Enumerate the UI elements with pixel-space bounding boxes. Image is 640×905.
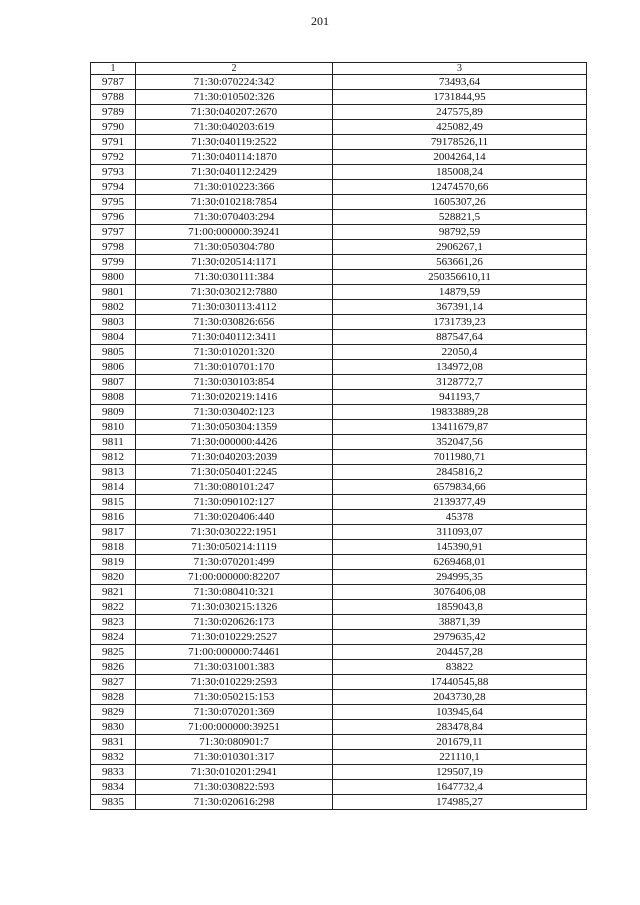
- row-number-cell: 9801: [91, 285, 136, 300]
- table-row: [91, 120, 587, 135]
- row-number-cell: 9810: [91, 420, 136, 435]
- row-number-cell: 9813: [91, 465, 136, 480]
- table-row: [91, 75, 587, 90]
- cadastral-number-cell: 71:30:010201:2941: [136, 765, 333, 780]
- table-row: [91, 570, 587, 585]
- value-cell: 185008,24: [333, 165, 587, 180]
- value-cell: 13411679,87: [333, 420, 587, 435]
- table-row: [91, 315, 587, 330]
- row-number-cell: 9817: [91, 525, 136, 540]
- row-number-cell: 9808: [91, 390, 136, 405]
- row-number-cell: 9822: [91, 600, 136, 615]
- table-row: [91, 405, 587, 420]
- cadastral-number-cell: 71:30:030822:593: [136, 780, 333, 795]
- table-row: [91, 165, 587, 180]
- table-row: [91, 270, 587, 285]
- value-cell: 425082,49: [333, 120, 587, 135]
- table-row: [91, 525, 587, 540]
- row-number-cell: 9825: [91, 645, 136, 660]
- cadastral-number-cell: 71:30:020616:298: [136, 795, 333, 810]
- row-number-cell: 9812: [91, 450, 136, 465]
- row-number-cell: 9832: [91, 750, 136, 765]
- table-row: [91, 795, 587, 810]
- cadastral-number-cell: 71:30:040112:3411: [136, 330, 333, 345]
- value-cell: 250356610,11: [333, 270, 587, 285]
- value-cell: 19833889,28: [333, 405, 587, 420]
- value-cell: 3076406,08: [333, 585, 587, 600]
- value-cell: 352047,56: [333, 435, 587, 450]
- row-number-cell: 9802: [91, 300, 136, 315]
- row-number-cell: 9806: [91, 360, 136, 375]
- cadastral-number-cell: 71:30:070201:499: [136, 555, 333, 570]
- table-row: [91, 720, 587, 735]
- table-row: [91, 480, 587, 495]
- cadastral-number-cell: 71:30:030113:4112: [136, 300, 333, 315]
- cadastral-number-cell: 71:30:010201:320: [136, 345, 333, 360]
- row-number-cell: 9828: [91, 690, 136, 705]
- row-number-cell: 9803: [91, 315, 136, 330]
- value-cell: 12474570,66: [333, 180, 587, 195]
- row-number-cell: 9796: [91, 210, 136, 225]
- row-number-cell: 9797: [91, 225, 136, 240]
- table-row: [91, 645, 587, 660]
- row-number-cell: 9819: [91, 555, 136, 570]
- table-row: [91, 300, 587, 315]
- cadastral-number-cell: 71:30:070403:294: [136, 210, 333, 225]
- header-row: [91, 63, 587, 75]
- table-row: [91, 450, 587, 465]
- table-row: [91, 540, 587, 555]
- value-cell: 941193,7: [333, 390, 587, 405]
- row-number-cell: 9805: [91, 345, 136, 360]
- row-number-cell: 9824: [91, 630, 136, 645]
- table-row: [91, 255, 587, 270]
- row-number-cell: 9835: [91, 795, 136, 810]
- table-row: [91, 150, 587, 165]
- value-cell: 174985,27: [333, 795, 587, 810]
- value-cell: 294995,35: [333, 570, 587, 585]
- row-number-cell: 9791: [91, 135, 136, 150]
- row-number-cell: 9829: [91, 705, 136, 720]
- value-cell: 134972,08: [333, 360, 587, 375]
- cadastral-number-cell: 71:30:030222:1951: [136, 525, 333, 540]
- cadastral-number-cell: 71:30:070224:342: [136, 75, 333, 90]
- row-number-cell: 9811: [91, 435, 136, 450]
- table-row: [91, 585, 587, 600]
- value-cell: 7011980,71: [333, 450, 587, 465]
- table-row: [91, 465, 587, 480]
- table-row: [91, 600, 587, 615]
- table-row: [91, 105, 587, 120]
- page-number: 201: [311, 14, 329, 28]
- cadastral-number-cell: 71:30:020514:1171: [136, 255, 333, 270]
- value-cell: 1647732,4: [333, 780, 587, 795]
- table-row: [91, 420, 587, 435]
- value-cell: 1859043,8: [333, 600, 587, 615]
- cadastral-number-cell: 71:30:050215:153: [136, 690, 333, 705]
- row-number-cell: 9818: [91, 540, 136, 555]
- table-row: [91, 390, 587, 405]
- value-cell: 14879,59: [333, 285, 587, 300]
- value-cell: 2845816,2: [333, 465, 587, 480]
- value-cell: 311093,07: [333, 525, 587, 540]
- value-cell: 73493,64: [333, 75, 587, 90]
- table-row: [91, 375, 587, 390]
- value-cell: 98792,59: [333, 225, 587, 240]
- row-number-cell: 9789: [91, 105, 136, 120]
- value-cell: 3128772,7: [333, 375, 587, 390]
- cadastral-number-cell: 71:30:010223:366: [136, 180, 333, 195]
- table-row: [91, 225, 587, 240]
- table-row: [91, 180, 587, 195]
- table-row: [91, 780, 587, 795]
- cadastral-number-cell: 71:30:030826:656: [136, 315, 333, 330]
- cadastral-number-cell: 71:30:040112:2429: [136, 165, 333, 180]
- column-header-3: 3: [333, 63, 587, 75]
- cadastral-number-cell: 71:30:020406:440: [136, 510, 333, 525]
- value-cell: 2979635,42: [333, 630, 587, 645]
- cadastral-number-cell: 71:30:010301:317: [136, 750, 333, 765]
- row-number-cell: 9804: [91, 330, 136, 345]
- cadastral-number-cell: 71:30:050401:2245: [136, 465, 333, 480]
- row-number-cell: 9799: [91, 255, 136, 270]
- cadastral-number-cell: 71:30:010502:326: [136, 90, 333, 105]
- cadastral-number-cell: 71:30:030212:7880: [136, 285, 333, 300]
- value-cell: 204457,28: [333, 645, 587, 660]
- table-row: [91, 135, 587, 150]
- cadastral-number-cell: 71:30:010229:2527: [136, 630, 333, 645]
- row-number-cell: 9787: [91, 75, 136, 90]
- table-row: [91, 630, 587, 645]
- value-cell: 1731844,95: [333, 90, 587, 105]
- row-number-cell: 9792: [91, 150, 136, 165]
- row-number-cell: 9800: [91, 270, 136, 285]
- row-number-cell: 9794: [91, 180, 136, 195]
- value-cell: 79178526,11: [333, 135, 587, 150]
- table-row: [91, 615, 587, 630]
- table-row: [91, 360, 587, 375]
- value-cell: 2043730,28: [333, 690, 587, 705]
- table-row: [91, 495, 587, 510]
- value-cell: 2139377,49: [333, 495, 587, 510]
- table-row: [91, 90, 587, 105]
- cadastral-number-cell: 71:30:020219:1416: [136, 390, 333, 405]
- row-number-cell: 9790: [91, 120, 136, 135]
- value-cell: 38871,39: [333, 615, 587, 630]
- value-cell: 247575,89: [333, 105, 587, 120]
- value-cell: 2906267,1: [333, 240, 587, 255]
- row-number-cell: 9820: [91, 570, 136, 585]
- cadastral-number-cell: 71:30:030402:123: [136, 405, 333, 420]
- value-cell: 201679,11: [333, 735, 587, 750]
- cadastral-number-cell: 71:30:030111:384: [136, 270, 333, 285]
- cadastral-number-cell: 71:00:000000:74461: [136, 645, 333, 660]
- value-cell: 1731739,23: [333, 315, 587, 330]
- value-cell: 17440545,88: [333, 675, 587, 690]
- cadastral-number-cell: 71:30:070201:369: [136, 705, 333, 720]
- row-number-cell: 9823: [91, 615, 136, 630]
- cadastral-number-cell: 71:30:040203:2039: [136, 450, 333, 465]
- column-header-2: 2: [136, 63, 333, 75]
- value-cell: 6269468,01: [333, 555, 587, 570]
- row-number-cell: 9815: [91, 495, 136, 510]
- cadastral-number-cell: 71:30:040203:619: [136, 120, 333, 135]
- column-header-1: 1: [91, 63, 136, 75]
- row-number-cell: 9793: [91, 165, 136, 180]
- cadastral-number-cell: 71:30:040119:2522: [136, 135, 333, 150]
- cadastral-number-cell: 71:30:030215:1326: [136, 600, 333, 615]
- cadastral-number-cell: 71:30:030103:854: [136, 375, 333, 390]
- cadastral-value-table: [90, 62, 587, 810]
- value-cell: 45378: [333, 510, 587, 525]
- cadastral-number-cell: 71:30:050214:1119: [136, 540, 333, 555]
- value-cell: 129507,19: [333, 765, 587, 780]
- cadastral-number-cell: 71:00:000000:82207: [136, 570, 333, 585]
- value-cell: 6579834,66: [333, 480, 587, 495]
- value-cell: 221110,1: [333, 750, 587, 765]
- cadastral-number-cell: 71:00:000000:39251: [136, 720, 333, 735]
- row-number-cell: 9814: [91, 480, 136, 495]
- table-row: [91, 240, 587, 255]
- row-number-cell: 9809: [91, 405, 136, 420]
- table-row: [91, 735, 587, 750]
- table-row: [91, 765, 587, 780]
- table-row: [91, 435, 587, 450]
- cadastral-number-cell: 71:30:040114:1870: [136, 150, 333, 165]
- cadastral-number-cell: 71:30:090102:127: [136, 495, 333, 510]
- cadastral-number-cell: 71:30:080410:321: [136, 585, 333, 600]
- table-row: [91, 660, 587, 675]
- table-row: [91, 690, 587, 705]
- cadastral-number-cell: 71:00:000000:39241: [136, 225, 333, 240]
- cadastral-number-cell: 71:30:020626:173: [136, 615, 333, 630]
- cadastral-number-cell: 71:30:010218:7854: [136, 195, 333, 210]
- row-number-cell: 9831: [91, 735, 136, 750]
- row-number-cell: 9827: [91, 675, 136, 690]
- row-number-cell: 9834: [91, 780, 136, 795]
- value-cell: 887547,64: [333, 330, 587, 345]
- row-number-cell: 9830: [91, 720, 136, 735]
- table-body: [91, 75, 587, 810]
- row-number-cell: 9826: [91, 660, 136, 675]
- value-cell: 2004264,14: [333, 150, 587, 165]
- value-cell: 367391,14: [333, 300, 587, 315]
- row-number-cell: 9798: [91, 240, 136, 255]
- value-cell: 103945,64: [333, 705, 587, 720]
- value-cell: 563661,26: [333, 255, 587, 270]
- table-row: [91, 750, 587, 765]
- table-row: [91, 345, 587, 360]
- table-row: [91, 675, 587, 690]
- row-number-cell: 9788: [91, 90, 136, 105]
- table-row: [91, 330, 587, 345]
- row-number-cell: 9795: [91, 195, 136, 210]
- cadastral-number-cell: 71:30:010229:2593: [136, 675, 333, 690]
- table-row: [91, 285, 587, 300]
- value-cell: 22050,4: [333, 345, 587, 360]
- cadastral-number-cell: 71:30:080901:7: [136, 735, 333, 750]
- cadastral-number-cell: 71:30:050304:780: [136, 240, 333, 255]
- value-cell: 83822: [333, 660, 587, 675]
- table-row: [91, 705, 587, 720]
- cadastral-number-cell: 71:30:000000:4426: [136, 435, 333, 450]
- value-cell: 283478,84: [333, 720, 587, 735]
- cadastral-number-cell: 71:30:031001:383: [136, 660, 333, 675]
- table-row: [91, 510, 587, 525]
- cadastral-number-cell: 71:30:040207:2670: [136, 105, 333, 120]
- value-cell: 1605307,26: [333, 195, 587, 210]
- cadastral-number-cell: 71:30:080101:247: [136, 480, 333, 495]
- row-number-cell: 9807: [91, 375, 136, 390]
- row-number-cell: 9821: [91, 585, 136, 600]
- value-cell: 528821,5: [333, 210, 587, 225]
- row-number-cell: 9833: [91, 765, 136, 780]
- row-number-cell: 9816: [91, 510, 136, 525]
- table-row: [91, 195, 587, 210]
- cadastral-number-cell: 71:30:010701:170: [136, 360, 333, 375]
- cadastral-number-cell: 71:30:050304:1359: [136, 420, 333, 435]
- table-row: [91, 210, 587, 225]
- value-cell: 145390,91: [333, 540, 587, 555]
- table-row: [91, 555, 587, 570]
